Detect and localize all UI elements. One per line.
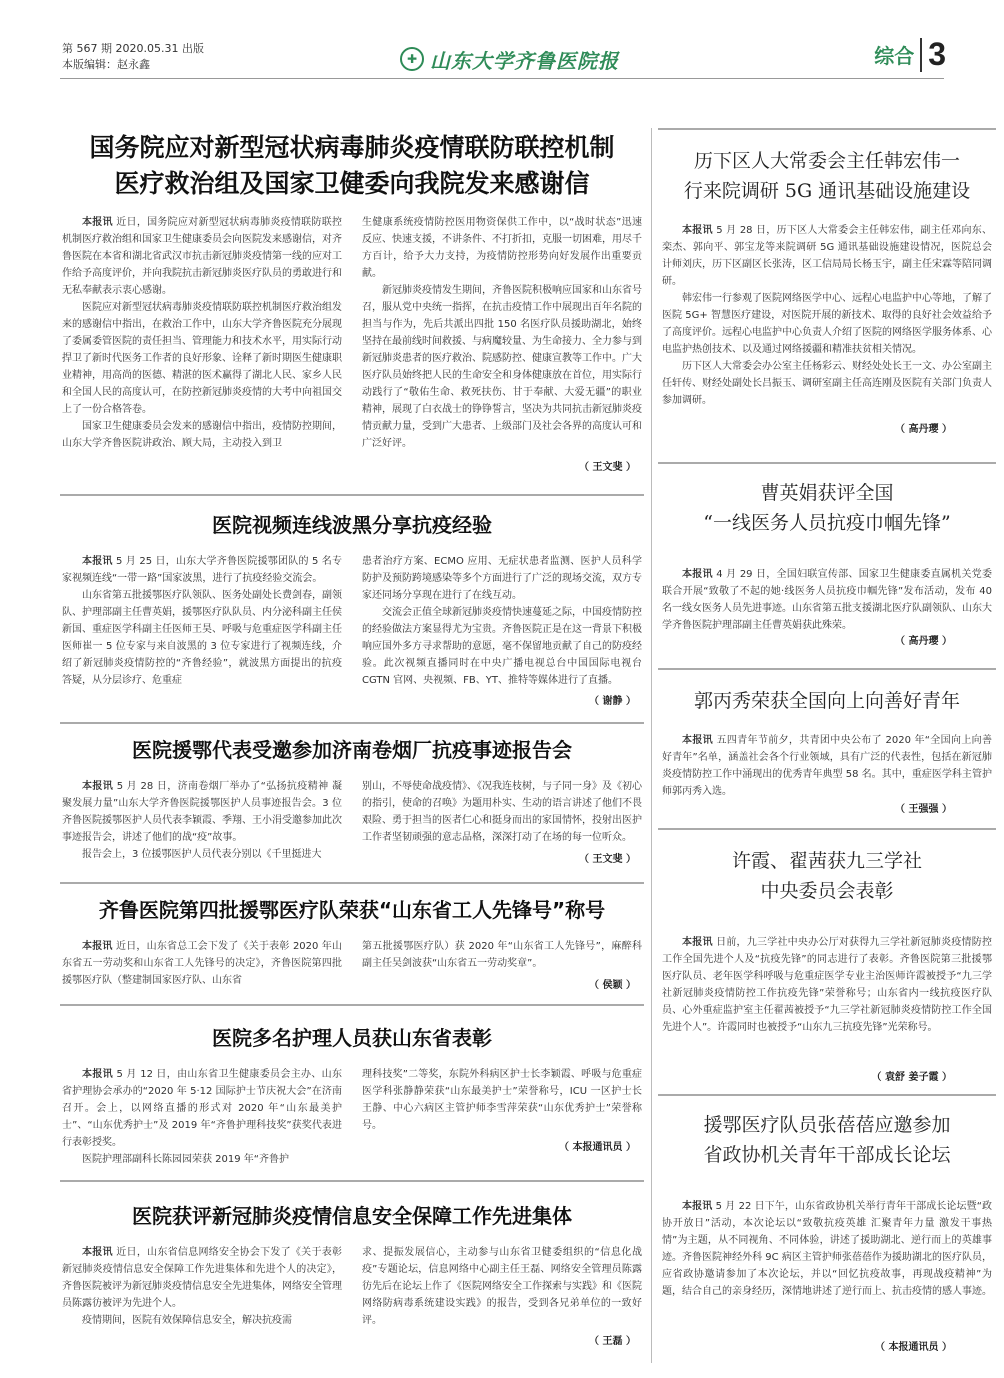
paragraph: 求、提振发展信心，主动参与山东省卫健委组织的“信息化战疫”专题论坛，信息网络中心副主任王磊、网络安全管理员陈露彷先后在论坛上作了《医院网络安全工作探索与实践》和《医院网络防病毒系统建设实践》的报告，受到各兄弟单位的一致好评。 — [362, 1247, 642, 1326]
hospital-logo-icon: ✚ — [400, 47, 424, 71]
side-article-title — [658, 846, 996, 906]
side-article-body — [662, 222, 992, 409]
title-line: “一线医务人员抗疫巾帼先锋” — [703, 512, 951, 534]
author-credit: （ 袁舒 姜子霞 ） — [871, 1072, 952, 1083]
title-line: 历下区人大常委会主任韩宏伟一 — [693, 150, 960, 172]
paragraph: 5 月 25 日，山东大学齐鲁医院援鄂团队的 5 名专家视频连线“一带一路”国家波黑，进行了抗疫经验交流会。 — [62, 556, 343, 584]
side-article-body — [662, 732, 992, 800]
title-line: 医疗救治组及国家卫健委向我院发来感谢信 — [114, 169, 590, 198]
article-column — [62, 1244, 342, 1329]
section-label: 综合 — [874, 44, 915, 68]
paragraph: 5 月 22 日下午，山东省政协机关举行青年干部成长论坛暨“政协开放日”活动，本次论坛以“致敬抗疫英雄 汇聚青年力量 激发干事热情”为主题，从不同视角、不同体验，讲述了援助湖北、逆行而上的英雄事迹。齐鲁医院神经外科 9C 病区主管护师张蓓蓓作为援助湖北的医疗队员，应省政协邀请参加了本次论坛，并以“回忆抗疫故事，再现战疫精神”为题，结合自己的亲身经历，深情地讲述了逆行而上、抗击疫情的感人事迹。 — [662, 1201, 992, 1297]
article-title — [60, 130, 644, 202]
section-rule — [658, 828, 996, 830]
masthead-name: 山东大学齐鲁医院报 — [430, 48, 619, 73]
paragraph: 5 月 28 日，济南卷烟厂举办了“弘扬抗疫精神 凝聚发展力量”山东大学齐鲁医院援鄂医护人员事迹报告会。3 位齐鲁医院援鄂医护人员代表李颖霞、季翔、王小涓受邀参加此次事迹报告会，讲述了他们的战“疫”故事。 — [62, 781, 343, 843]
title-line: 曹英娟获评全国 — [760, 482, 894, 504]
article-title: 医院多名护理人员获山东省表彰 — [212, 1026, 492, 1050]
lead-label: 本报讯 — [82, 941, 113, 952]
section-rule — [658, 1094, 996, 1096]
paragraph: 4 月 29 日，全国妇联宣传部、国家卫生健康委直属机关党委联合开展“致敬了不起的她·线医务人员抗疫巾帼先锋”发布活动，发布 40 名一线女医务人员先进事迹。山东省第五批支援湖北医疗队副领队、山东大学齐鲁医院护理部副主任曹英娟获此殊荣。 — [662, 569, 992, 631]
section-rule — [658, 128, 996, 130]
article-column — [362, 214, 642, 452]
page-number: 3 — [928, 36, 946, 72]
title-line: 许霞、翟茜获九三学社 — [731, 850, 922, 872]
section-rule — [60, 494, 644, 496]
author-credit: （ 王文斐 ） — [579, 854, 636, 865]
header-rule — [60, 78, 944, 79]
author-credit: （ 王文斐 ） — [579, 462, 636, 473]
paragraph: 理科技奖”二等奖，东院外科病区护士长李颖霞、呼吸与危重症医学科张静静荣获“山东最美护士”荣誉称号，ICU 一区护士长王静、中心六病区主管护师李雪萍荣获“山东优秀护士”荣誉称号。 — [362, 1069, 642, 1131]
lead-label: 本报讯 — [682, 569, 713, 580]
paragraph: 5 月 12 日，由山东省卫生健康委员会主办、山东省护理协会承办的“2020 年 5·12 国际护士节庆祝大会”在济南召开。会上，以网络直播的形式对 2020 年“山东最美护士”、“山东优秀护士”及 2019 年“齐鲁护理科技奖”获奖代表进行表彰授奖。 — [62, 1069, 343, 1148]
article-column — [62, 1066, 342, 1168]
title-line: 行来院调研 5G 通讯基础设施建设 — [683, 180, 971, 202]
author-credit: （ 王磊 ） — [589, 1336, 636, 1347]
paragraph: 新冠肺炎疫情发生期间，齐鲁医院积极响应国家和山东省号召，服从党中央统一指挥，在抗击疫情工作中展现出百年名院的担当与作为，先后共派出四批 150 名医疗队员援助湖北，始终坚持在最前线时间救援、与病魔较量、为生命接力、全力参与到新冠肺炎患者的医疗救治、院感防控、健康宣教等工作中。广大医疗队员始终把人民的生命安全和身体健康放在首位，用实际行动践行了“敬佑生命、救死扶伤、甘于奉献、大爱无疆”的职业精神，展现了白衣战士的铮铮誓言，坚决为共同抗击新冠肺炎疫情贡献力量，受到广大患者、上级部门及社会各界的高度认可和广泛好评。 — [362, 285, 642, 449]
article-column — [62, 778, 342, 863]
author-credit: （ 谢静 ） — [589, 696, 636, 707]
paragraph: 5 月 28 日，历下区人大常委会主任韩宏伟，副主任邓向东、栾杰、郭向平、郭宝龙等来院调研 5G 通讯基础设施建设情况，医院总会计师刘庆，历下区副区长张涛，区工信局局长杨玉宇，副主任宋霖等陪同调研。 — [662, 225, 992, 287]
paragraph: 医院护理部副科长陈园园荣获 2019 年“齐鲁护 — [82, 1154, 289, 1165]
paragraph: 交流会正值全球新冠肺炎疫情快速蔓延之际，中国疫情防控的经验做法方案显得尤为宝贵。齐鲁医院正是在这一背景下积极响应国外多方寻求帮助的意愿，毫不保留地贡献了自己的防疫经验。此次视频直播同时在中央广播电视总台中国国际电视台 CGTN 官网、央视频、FB、YT、推特等媒体进行了直播。 — [362, 607, 642, 686]
paragraph: 疫情期间，医院有效保障信息安全，解决抗疫需 — [82, 1315, 292, 1326]
side-article-title — [658, 478, 996, 538]
paragraph: 第五批援鄂医疗队）获 2020 年“山东省工人先锋号”，麻醉科副主任吴剑波获“山东省五一劳动奖章”。 — [362, 941, 642, 969]
title-line: 援鄂医疗队员张蓓蓓应邀参加 — [703, 1114, 951, 1136]
paragraph: 患者治疗方案、ECMO 应用、无症状患者监测、医护人员科学防护及预防跨境感染等多个方面进行了广泛的现场交流，双方专家还同场分享现在进行了在线互动。 — [362, 556, 642, 601]
side-article-title — [658, 1110, 996, 1170]
paragraph: 山东省第五批援鄂医疗队领队、医务处副处长费剑春，副领队、护理部副主任曹英娟，援鄂医疗队队员、内分泌科副主任侯新国、重症医学科副主任医师王昊、呼吸与危重症医学科副主任医师崔一 5 位专家与来自波黑的 3 位专家进行了视频连线，介绍了新冠肺炎疫情防控的“齐鲁经验”，就波黑方面提出的抗疫答疑，从分层诊疗、危重症 — [62, 590, 342, 686]
article-column — [362, 553, 642, 689]
section-tag — [874, 36, 946, 73]
side-article-body — [662, 566, 992, 634]
paragraph: 历下区人大常委会办公室主任杨彩云、财经处处长王一文、办公室副主任轩传、财经处副处长吕振玉、调研室副主任高连刚及医院有关部门负责人参加调研。 — [662, 361, 992, 406]
article-column — [362, 1244, 642, 1329]
masthead — [400, 44, 630, 74]
editor-line: 本版编辑：赵永鑫 — [62, 58, 150, 71]
lead-label: 本报讯 — [682, 735, 714, 746]
title-line: 中央委员会表彰 — [760, 880, 894, 902]
side-article-body — [662, 1198, 992, 1300]
article-column — [362, 1066, 642, 1134]
section-divider — [920, 38, 922, 72]
article-title: 医院获评新冠肺炎疫情信息安全保障工作先进集体 — [132, 1204, 572, 1228]
side-article-title — [658, 146, 996, 206]
paragraph: 别山，不辱使命战疫情》、《况我连枝树，与子同一身》及《初心的指引，使命的召唤》为题用朴实、生动的语言讲述了他们不畏艰险、勇于担当的医者仁心和挺身而出的家国情怀，投射出医护工作者坚韧顽强的意志品格，深深打动了在场的每一位听众。 — [362, 781, 642, 843]
article-title: 医院援鄂代表受邀参加济南卷烟厂抗疫事迹报告会 — [132, 738, 572, 762]
article-title: 医院视频连线波黑分享抗疫经验 — [212, 513, 492, 537]
side-article-title: 郭丙秀荣获全国向上向善好青年 — [693, 690, 960, 712]
article-column — [62, 938, 342, 989]
section-rule — [60, 722, 644, 724]
article-column — [362, 778, 642, 846]
author-credit: （ 高丹璎 ） — [895, 636, 952, 647]
lead-label: 本报讯 — [82, 781, 114, 792]
paragraph: 国家卫生健康委员会发来的感谢信中指出，疫情防控期间，山东大学齐鲁医院讲政治、顾大局，主动投入到卫 — [62, 421, 342, 449]
side-article-body — [662, 934, 992, 1036]
column-divider — [651, 128, 652, 1363]
article-column — [362, 938, 642, 972]
issue-info — [62, 41, 204, 73]
lead-label: 本报讯 — [82, 1247, 113, 1258]
paragraph: 近日，山东省信息网络安全协会下发了《关于表彰新冠肺炎疫情信息安全保障工作先进集体和先进个人的决定》，齐鲁医院被评为新冠肺炎疫情信息安全先进集体，网络安全管理员陈露彷被评为先进个人。 — [62, 1247, 343, 1309]
section-rule — [60, 1180, 644, 1182]
paragraph: 生健康系统疫情防控医用物资保供工作中，以“战时状态”迅速反应、快速支援，不讲条件、不打折扣，克服一切困难，用尽千方百计，给予大力支持，为疫情防控形势向好发展作出重要贡献。 — [362, 217, 642, 279]
section-rule — [658, 668, 996, 670]
article-column — [62, 553, 342, 689]
section-rule — [658, 462, 996, 464]
lead-label: 本报讯 — [682, 1201, 713, 1212]
author-credit: （ 王强强 ） — [895, 804, 952, 815]
author-credit: （ 侯颖 ） — [589, 980, 636, 991]
section-rule — [60, 882, 644, 884]
title-line: 国务院应对新型冠状病毒肺炎疫情联防联控机制 — [89, 133, 615, 162]
author-credit: （ 本报通讯员 ） — [559, 1142, 636, 1153]
author-credit: （ 本报通讯员 ） — [875, 1342, 952, 1353]
paragraph: 近日，国务院应对新型冠状病毒肺炎疫情联防联控机制医疗救治组和国家卫生健康委员会向医院发来感谢信，对齐鲁医院在本省和湖北省武汉市抗击新冠肺炎疫情第一线的应对工作给予高度评价，并向我院抗击新冠肺炎医疗队员的勇敢进行和无私奉献表示衷心感谢。 — [62, 217, 343, 296]
paragraph: 医院应对新型冠状病毒肺炎疫情联防联控机制医疗救治组发来的感谢信中指出，在救治工作中，山东大学齐鲁医院充分展现了委属委管医院的责任担当、管理能力和技术水平，用实际行动捍卫了新时代医务工作者的良好形象、诠释了新时期医生健康职业精神，用高尚的医德、精湛的医术赢得了湖北人民、家乡人民和全国人民的高度认可，在防控新冠肺炎疫情的大考中向祖国交上了一份合格答卷。 — [62, 302, 342, 415]
paragraph: 日前，九三学社中央办公厅对获得九三学社新冠肺炎疫情防控工作全国先进个人及“抗疫先锋”的同志进行了表彰。齐鲁医院第三批援鄂医疗队员、老年医学科呼吸与危重症医学专业主治医师许霞被授予“九三学社新冠肺炎疫情防控工作抗疫先锋”荣誉称号；山东省内一线抗疫医疗队员、心外重症监护室主任翟茜被授予“九三学社新冠肺炎疫情防控工作全国先进个人”。许霞同时也被授予“山东九三抗疫先锋”光荣称号。 — [662, 937, 992, 1033]
issue-line: 第 567 期 2020.05.31 出版 — [62, 42, 204, 55]
lead-label: 本报讯 — [82, 556, 113, 567]
paragraph: 近日，山东省总工会下发了《关于表彰 2020 年山东省五一劳动奖和山东省工人先锋号的决定》，齐鲁医院第四批援鄂医疗队（整建制国家医疗队、山东省 — [62, 941, 342, 986]
paragraph: 报告会上，3 位援鄂医护人员代表分别以《千里挺进大 — [82, 849, 322, 860]
lead-label: 本报讯 — [82, 1069, 113, 1080]
article-title: 齐鲁医院第四批援鄂医疗队荣获“山东省工人先锋号”称号 — [98, 898, 606, 922]
article-column — [62, 214, 342, 452]
section-rule — [60, 1004, 644, 1006]
lead-label: 本报讯 — [82, 217, 113, 228]
lead-label: 本报讯 — [682, 937, 713, 948]
author-credit: （ 高丹璎 ） — [895, 424, 952, 435]
lead-label: 本报讯 — [682, 225, 713, 236]
title-line: 省政协机关青年干部成长论坛 — [703, 1144, 951, 1166]
paragraph: 五四青年节前夕，共青团中央公布了 2020 年“全国向上向善好青年”名单，涵盖社会各个行业领域，具有广泛的代表性，包括在新冠肺炎疫情防控工作中涌现出的优秀青年典型 58 名。其中，重症医学科主管护师郭丙秀入选。 — [662, 735, 992, 797]
paragraph: 韩宏伟一行参观了医院网络医学中心、远程心电监护中心等地，了解了医院 5G+ 智慧医疗建设，对医院开展的新技术、取得的良好社会效益给予了高度评价。远程心电监护中心负责人介绍了医院的网络医学服务体系、心电监护热创技术、以及通过网络援疆和精准扶贫相关情况。 — [662, 293, 992, 355]
